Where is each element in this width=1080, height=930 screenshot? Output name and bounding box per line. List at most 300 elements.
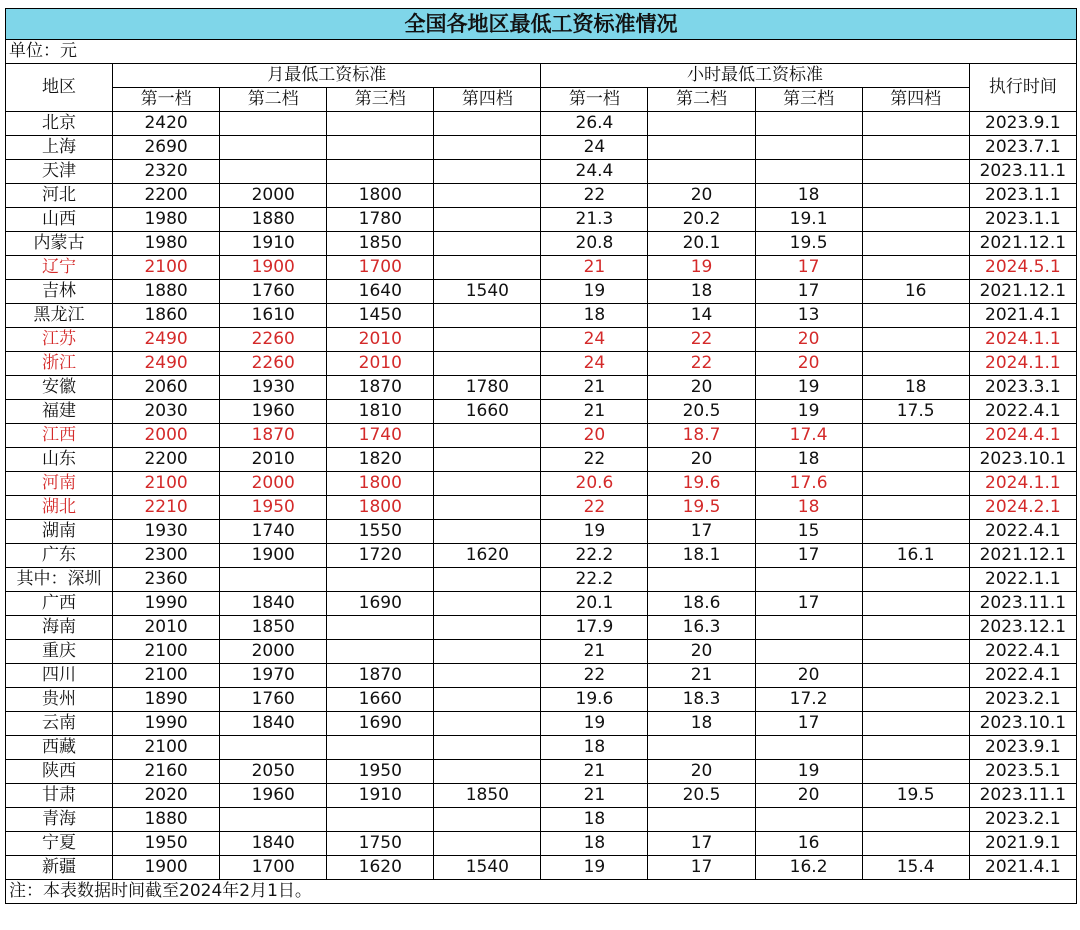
monthly-tier-4-cell [434, 160, 541, 184]
monthly-tier-4-cell [434, 520, 541, 544]
monthly-tier-4-cell [434, 208, 541, 232]
monthly-tier-1-cell: 1990 [113, 712, 220, 736]
hourly-tier-2-cell: 17 [648, 856, 755, 880]
hourly-tier-1-cell: 20.6 [541, 472, 648, 496]
hourly-tier-4-cell [862, 640, 969, 664]
hourly-tier-4-cell [862, 832, 969, 856]
table-row [6, 256, 1077, 280]
effective-date-cell: 2023.2.1 [969, 688, 1076, 712]
hourly-tier-3-cell: 18 [755, 184, 862, 208]
monthly-tier-1-header: 第一档 [113, 88, 220, 112]
monthly-tier-4-cell [434, 808, 541, 832]
region-cell: 山东 [6, 448, 113, 472]
hourly-tier-4-cell [862, 160, 969, 184]
hourly-tier-1-cell: 20 [541, 424, 648, 448]
region-cell: 内蒙古 [6, 232, 113, 256]
effective-date-cell: 2023.3.1 [969, 376, 1076, 400]
monthly-tier-1-cell: 2010 [113, 616, 220, 640]
monthly-tier-4-cell [434, 352, 541, 376]
region-cell: 青海 [6, 808, 113, 832]
effective-date-cell: 2021.9.1 [969, 832, 1076, 856]
hourly-tier-1-cell: 19 [541, 280, 648, 304]
hourly-tier-3-cell: 19.1 [755, 208, 862, 232]
hourly-tier-2-cell [648, 112, 755, 136]
hourly-tier-4-cell [862, 664, 969, 688]
hourly-tier-2-cell: 19.6 [648, 472, 755, 496]
hourly-tier-1-cell: 21 [541, 784, 648, 808]
monthly-tier-3-cell: 1910 [327, 784, 434, 808]
monthly-tier-1-cell: 2200 [113, 184, 220, 208]
hourly-tier-2-cell: 22 [648, 352, 755, 376]
region-cell: 河北 [6, 184, 113, 208]
table-row [6, 736, 1077, 760]
hourly-tier-1-cell: 26.4 [541, 112, 648, 136]
hourly-tier-4-cell [862, 352, 969, 376]
monthly-tier-2-cell: 1850 [220, 616, 327, 640]
monthly-tier-2-cell: 1840 [220, 592, 327, 616]
hourly-tier-1-cell: 22.2 [541, 568, 648, 592]
hourly-tier-1-cell: 24 [541, 328, 648, 352]
hourly-tier-1-cell: 19 [541, 712, 648, 736]
monthly-tier-3-cell [327, 736, 434, 760]
monthly-tier-4-cell [434, 304, 541, 328]
monthly-tier-1-cell: 1880 [113, 280, 220, 304]
hourly-tier-3-header: 第三档 [755, 88, 862, 112]
monthly-tier-3-cell: 1870 [327, 376, 434, 400]
hourly-tier-4-cell [862, 256, 969, 280]
table-row [6, 496, 1077, 520]
effective-date-cell: 2024.1.1 [969, 352, 1076, 376]
monthly-tier-2-cell: 1610 [220, 304, 327, 328]
effective-date-cell: 2022.4.1 [969, 400, 1076, 424]
monthly-tier-3-cell: 1820 [327, 448, 434, 472]
region-cell: 广西 [6, 592, 113, 616]
monthly-tier-3-cell [327, 808, 434, 832]
monthly-tier-1-cell: 2490 [113, 328, 220, 352]
hourly-tier-3-cell: 13 [755, 304, 862, 328]
table-row [6, 232, 1077, 256]
monthly-tier-2-cell [220, 808, 327, 832]
monthly-tier-1-cell: 2210 [113, 496, 220, 520]
region-header: 地区 [6, 64, 113, 112]
monthly-tier-2-cell: 1900 [220, 544, 327, 568]
hourly-tier-1-cell: 18 [541, 808, 648, 832]
monthly-tier-2-cell: 2260 [220, 352, 327, 376]
monthly-tier-3-cell: 1740 [327, 424, 434, 448]
effective-date-cell: 2023.1.1 [969, 208, 1076, 232]
hourly-tier-3-cell: 18 [755, 448, 862, 472]
monthly-tier-2-cell: 1870 [220, 424, 327, 448]
hourly-tier-3-cell: 20 [755, 664, 862, 688]
region-cell: 西藏 [6, 736, 113, 760]
table-row [6, 304, 1077, 328]
region-cell: 福建 [6, 400, 113, 424]
effective-date-cell: 2023.10.1 [969, 712, 1076, 736]
table-row [6, 544, 1077, 568]
hourly-tier-4-cell [862, 328, 969, 352]
effective-date-cell: 2023.5.1 [969, 760, 1076, 784]
monthly-tier-1-cell: 1930 [113, 520, 220, 544]
monthly-tier-3-cell: 1720 [327, 544, 434, 568]
hourly-tier-2-cell: 20.2 [648, 208, 755, 232]
hourly-tier-1-cell: 20.8 [541, 232, 648, 256]
monthly-tier-1-cell: 1890 [113, 688, 220, 712]
region-cell: 陕西 [6, 760, 113, 784]
hourly-tier-1-cell: 20.1 [541, 592, 648, 616]
hourly-tier-1-cell: 21 [541, 256, 648, 280]
hourly-tier-3-cell [755, 160, 862, 184]
monthly-tier-4-cell [434, 256, 541, 280]
hourly-tier-3-cell: 15 [755, 520, 862, 544]
monthly-tier-1-cell: 1990 [113, 592, 220, 616]
hourly-tier-4-cell: 16.1 [862, 544, 969, 568]
hourly-tier-1-cell: 24 [541, 352, 648, 376]
hourly-tier-2-cell: 22 [648, 328, 755, 352]
hourly-tier-3-cell: 17 [755, 592, 862, 616]
hourly-tier-2-cell: 16.3 [648, 616, 755, 640]
region-cell: 江西 [6, 424, 113, 448]
effective-date-cell: 2021.12.1 [969, 232, 1076, 256]
hourly-tier-2-cell: 18.7 [648, 424, 755, 448]
monthly-tier-4-cell [434, 136, 541, 160]
monthly-tier-2-cell: 1950 [220, 496, 327, 520]
monthly-tier-4-cell [434, 592, 541, 616]
hourly-tier-1-cell: 21.3 [541, 208, 648, 232]
monthly-tier-2-cell: 1910 [220, 232, 327, 256]
table-row [6, 856, 1077, 880]
hourly-tier-1-cell: 18 [541, 832, 648, 856]
monthly-tier-1-cell: 1980 [113, 232, 220, 256]
hourly-tier-4-cell [862, 520, 969, 544]
monthly-tier-2-cell: 1840 [220, 712, 327, 736]
hourly-tier-2-cell: 17 [648, 832, 755, 856]
effective-date-cell: 2023.11.1 [969, 160, 1076, 184]
table-row [6, 424, 1077, 448]
hourly-tier-4-cell [862, 472, 969, 496]
effective-date-cell: 2021.4.1 [969, 304, 1076, 328]
effective-date-cell: 2022.4.1 [969, 664, 1076, 688]
hourly-tier-1-cell: 21 [541, 640, 648, 664]
table-row [6, 328, 1077, 352]
monthly-tier-3-cell [327, 136, 434, 160]
hourly-tier-3-cell: 17 [755, 712, 862, 736]
hourly-tier-2-cell: 18.3 [648, 688, 755, 712]
hourly-tier-3-cell: 17 [755, 256, 862, 280]
effective-date-cell: 2024.4.1 [969, 424, 1076, 448]
hourly-tier-2-cell: 20 [648, 376, 755, 400]
hourly-tier-2-cell: 20 [648, 760, 755, 784]
hourly-tier-3-cell [755, 112, 862, 136]
monthly-tier-2-cell: 2000 [220, 472, 327, 496]
hourly-tier-3-cell [755, 136, 862, 160]
hourly-tier-4-cell: 17.5 [862, 400, 969, 424]
table-row [6, 520, 1077, 544]
monthly-tier-3-cell: 1750 [327, 832, 434, 856]
hourly-tier-2-cell: 18.1 [648, 544, 755, 568]
table-row [6, 832, 1077, 856]
hourly-tier-1-cell: 17.9 [541, 616, 648, 640]
effective-date-cell: 2021.12.1 [969, 544, 1076, 568]
effective-date-cell: 2023.1.1 [969, 184, 1076, 208]
monthly-tier-4-cell [434, 760, 541, 784]
hourly-tier-2-cell [648, 136, 755, 160]
monthly-tier-2-cell: 2000 [220, 184, 327, 208]
hourly-tier-4-cell [862, 712, 969, 736]
monthly-tier-4-cell [434, 688, 541, 712]
region-cell: 吉林 [6, 280, 113, 304]
hourly-tier-3-cell: 17.4 [755, 424, 862, 448]
region-cell: 辽宁 [6, 256, 113, 280]
hourly-tier-4-cell [862, 760, 969, 784]
hourly-tier-1-cell: 22 [541, 664, 648, 688]
hourly-tier-2-header: 第二档 [648, 88, 755, 112]
hourly-tier-4-cell [862, 808, 969, 832]
monthly-tier-3-cell [327, 112, 434, 136]
monthly-tier-4-cell [434, 328, 541, 352]
table-row [6, 640, 1077, 664]
monthly-tier-3-cell: 1800 [327, 496, 434, 520]
hourly-tier-1-cell: 24 [541, 136, 648, 160]
hourly-tier-2-cell: 20 [648, 640, 755, 664]
hourly-tier-1-cell: 21 [541, 376, 648, 400]
hourly-tier-3-cell: 16.2 [755, 856, 862, 880]
monthly-tier-4-cell [434, 496, 541, 520]
monthly-tier-3-cell: 1700 [327, 256, 434, 280]
monthly-tier-4-cell [434, 448, 541, 472]
effective-date-cell: 2023.10.1 [969, 448, 1076, 472]
hourly-tier-1-cell: 22.2 [541, 544, 648, 568]
effective-date-cell: 2023.11.1 [969, 592, 1076, 616]
minimum-wage-table [5, 8, 1077, 904]
monthly-tier-3-cell: 1640 [327, 280, 434, 304]
monthly-tier-4-cell: 1620 [434, 544, 541, 568]
monthly-tier-3-cell: 1450 [327, 304, 434, 328]
hourly-tier-4-cell [862, 568, 969, 592]
hourly-tier-3-cell [755, 736, 862, 760]
monthly-tier-4-cell [434, 232, 541, 256]
hourly-tier-4-cell [862, 136, 969, 160]
hourly-tier-4-cell [862, 736, 969, 760]
monthly-tier-2-cell: 1760 [220, 280, 327, 304]
table-row [6, 280, 1077, 304]
monthly-tier-4-cell [434, 664, 541, 688]
region-cell: 甘肃 [6, 784, 113, 808]
region-cell: 广东 [6, 544, 113, 568]
table-row [6, 688, 1077, 712]
hourly-tier-2-cell: 18.6 [648, 592, 755, 616]
region-cell: 山西 [6, 208, 113, 232]
table-row [6, 184, 1077, 208]
table-row [6, 400, 1077, 424]
hourly-header: 小时最低工资标准 [541, 64, 969, 88]
hourly-tier-2-cell: 14 [648, 304, 755, 328]
region-cell: 河南 [6, 472, 113, 496]
monthly-tier-3-cell [327, 160, 434, 184]
hourly-tier-3-cell [755, 616, 862, 640]
effective-date-cell: 2023.12.1 [969, 616, 1076, 640]
effective-date-cell: 2023.9.1 [969, 112, 1076, 136]
monthly-tier-1-cell: 1980 [113, 208, 220, 232]
monthly-tier-1-cell: 2100 [113, 472, 220, 496]
monthly-tier-3-cell: 1800 [327, 184, 434, 208]
hourly-tier-1-cell: 22 [541, 448, 648, 472]
monthly-tier-2-cell: 1760 [220, 688, 327, 712]
monthly-tier-2-cell: 1960 [220, 400, 327, 424]
hourly-tier-3-cell: 17 [755, 280, 862, 304]
effective-date-cell: 2022.4.1 [969, 640, 1076, 664]
effective-date-cell: 2022.1.1 [969, 568, 1076, 592]
hourly-tier-2-cell [648, 736, 755, 760]
hourly-tier-2-cell: 18 [648, 280, 755, 304]
hourly-tier-2-cell [648, 568, 755, 592]
effective-date-cell: 2021.12.1 [969, 280, 1076, 304]
region-cell: 其中：深圳 [6, 568, 113, 592]
monthly-tier-2-cell [220, 736, 327, 760]
region-cell: 重庆 [6, 640, 113, 664]
effective-date-cell: 2024.5.1 [969, 256, 1076, 280]
table-row [6, 760, 1077, 784]
monthly-tier-3-cell [327, 640, 434, 664]
region-cell: 湖北 [6, 496, 113, 520]
table-title: 全国各地区最低工资标准情况 [6, 9, 1077, 40]
hourly-tier-4-cell: 16 [862, 280, 969, 304]
table-row [6, 592, 1077, 616]
monthly-tier-4-cell [434, 568, 541, 592]
monthly-tier-4-cell [434, 616, 541, 640]
monthly-tier-4-cell: 1780 [434, 376, 541, 400]
monthly-tier-4-cell: 1660 [434, 400, 541, 424]
monthly-tier-1-cell: 2160 [113, 760, 220, 784]
monthly-tier-4-cell [434, 184, 541, 208]
monthly-tier-2-cell [220, 136, 327, 160]
hourly-tier-1-cell: 21 [541, 760, 648, 784]
table-row [6, 208, 1077, 232]
effective-date-header: 执行时间 [969, 64, 1076, 112]
monthly-tier-3-cell: 1690 [327, 712, 434, 736]
monthly-tier-1-cell: 2490 [113, 352, 220, 376]
monthly-tier-2-cell: 2000 [220, 640, 327, 664]
hourly-tier-1-cell: 19 [541, 520, 648, 544]
monthly-tier-3-header: 第三档 [327, 88, 434, 112]
hourly-tier-3-cell [755, 568, 862, 592]
monthly-tier-4-cell: 1540 [434, 280, 541, 304]
monthly-tier-3-cell: 1950 [327, 760, 434, 784]
monthly-tier-2-cell: 1880 [220, 208, 327, 232]
monthly-tier-1-cell: 1950 [113, 832, 220, 856]
hourly-tier-4-cell [862, 112, 969, 136]
hourly-tier-1-cell: 22 [541, 184, 648, 208]
monthly-tier-3-cell [327, 568, 434, 592]
table-row [6, 136, 1077, 160]
monthly-tier-3-cell: 1660 [327, 688, 434, 712]
monthly-tier-4-cell [434, 472, 541, 496]
monthly-tier-2-cell: 2010 [220, 448, 327, 472]
monthly-tier-1-cell: 2030 [113, 400, 220, 424]
monthly-tier-1-cell: 2000 [113, 424, 220, 448]
hourly-tier-2-cell: 20.1 [648, 232, 755, 256]
hourly-tier-2-cell: 17 [648, 520, 755, 544]
hourly-tier-2-cell: 20.5 [648, 400, 755, 424]
monthly-tier-3-cell: 1850 [327, 232, 434, 256]
region-cell: 安徽 [6, 376, 113, 400]
monthly-tier-4-cell [434, 424, 541, 448]
monthly-tier-2-cell: 2050 [220, 760, 327, 784]
monthly-tier-3-cell: 1690 [327, 592, 434, 616]
effective-date-cell: 2024.1.1 [969, 472, 1076, 496]
monthly-tier-2-cell: 1740 [220, 520, 327, 544]
monthly-tier-1-cell: 2200 [113, 448, 220, 472]
monthly-tier-1-cell: 2020 [113, 784, 220, 808]
monthly-tier-3-cell: 1780 [327, 208, 434, 232]
hourly-tier-2-cell: 20 [648, 448, 755, 472]
monthly-header: 月最低工资标准 [113, 64, 541, 88]
monthly-tier-1-cell: 2690 [113, 136, 220, 160]
monthly-tier-1-cell: 2060 [113, 376, 220, 400]
hourly-tier-2-cell [648, 160, 755, 184]
hourly-tier-3-cell: 17.2 [755, 688, 862, 712]
monthly-tier-1-cell: 1880 [113, 808, 220, 832]
monthly-tier-2-cell: 1960 [220, 784, 327, 808]
hourly-tier-4-cell [862, 616, 969, 640]
table-row [6, 784, 1077, 808]
hourly-tier-1-cell: 24.4 [541, 160, 648, 184]
monthly-tier-3-cell: 1620 [327, 856, 434, 880]
region-cell: 云南 [6, 712, 113, 736]
monthly-tier-4-cell [434, 736, 541, 760]
hourly-tier-1-header: 第一档 [541, 88, 648, 112]
hourly-tier-1-cell: 19.6 [541, 688, 648, 712]
effective-date-cell: 2024.2.1 [969, 496, 1076, 520]
monthly-tier-2-cell [220, 160, 327, 184]
region-cell: 上海 [6, 136, 113, 160]
monthly-tier-1-cell: 2100 [113, 256, 220, 280]
monthly-tier-1-cell: 2360 [113, 568, 220, 592]
table-row [6, 160, 1077, 184]
region-cell: 新疆 [6, 856, 113, 880]
unit-label: 单位：元 [6, 40, 1077, 64]
monthly-tier-1-cell: 1900 [113, 856, 220, 880]
monthly-tier-2-cell: 1970 [220, 664, 327, 688]
region-cell: 宁夏 [6, 832, 113, 856]
monthly-tier-3-cell: 2010 [327, 352, 434, 376]
hourly-tier-4-cell [862, 424, 969, 448]
hourly-tier-2-cell: 20.5 [648, 784, 755, 808]
monthly-tier-2-cell [220, 112, 327, 136]
monthly-tier-3-cell: 1810 [327, 400, 434, 424]
monthly-tier-3-cell: 1550 [327, 520, 434, 544]
hourly-tier-3-cell: 19 [755, 376, 862, 400]
monthly-tier-2-cell [220, 568, 327, 592]
hourly-tier-1-cell: 18 [541, 304, 648, 328]
hourly-tier-4-cell [862, 232, 969, 256]
table-row [6, 352, 1077, 376]
monthly-tier-1-cell: 2320 [113, 160, 220, 184]
hourly-tier-3-cell: 20 [755, 328, 862, 352]
hourly-tier-3-cell: 17.6 [755, 472, 862, 496]
hourly-tier-4-cell [862, 448, 969, 472]
monthly-tier-2-cell: 1840 [220, 832, 327, 856]
hourly-tier-4-cell [862, 304, 969, 328]
monthly-tier-3-cell: 1800 [327, 472, 434, 496]
effective-date-cell: 2022.4.1 [969, 520, 1076, 544]
region-cell: 四川 [6, 664, 113, 688]
region-cell: 黑龙江 [6, 304, 113, 328]
hourly-tier-4-cell: 15.4 [862, 856, 969, 880]
hourly-tier-3-cell: 16 [755, 832, 862, 856]
hourly-tier-2-cell: 19.5 [648, 496, 755, 520]
hourly-tier-4-cell [862, 592, 969, 616]
effective-date-cell: 2023.7.1 [969, 136, 1076, 160]
